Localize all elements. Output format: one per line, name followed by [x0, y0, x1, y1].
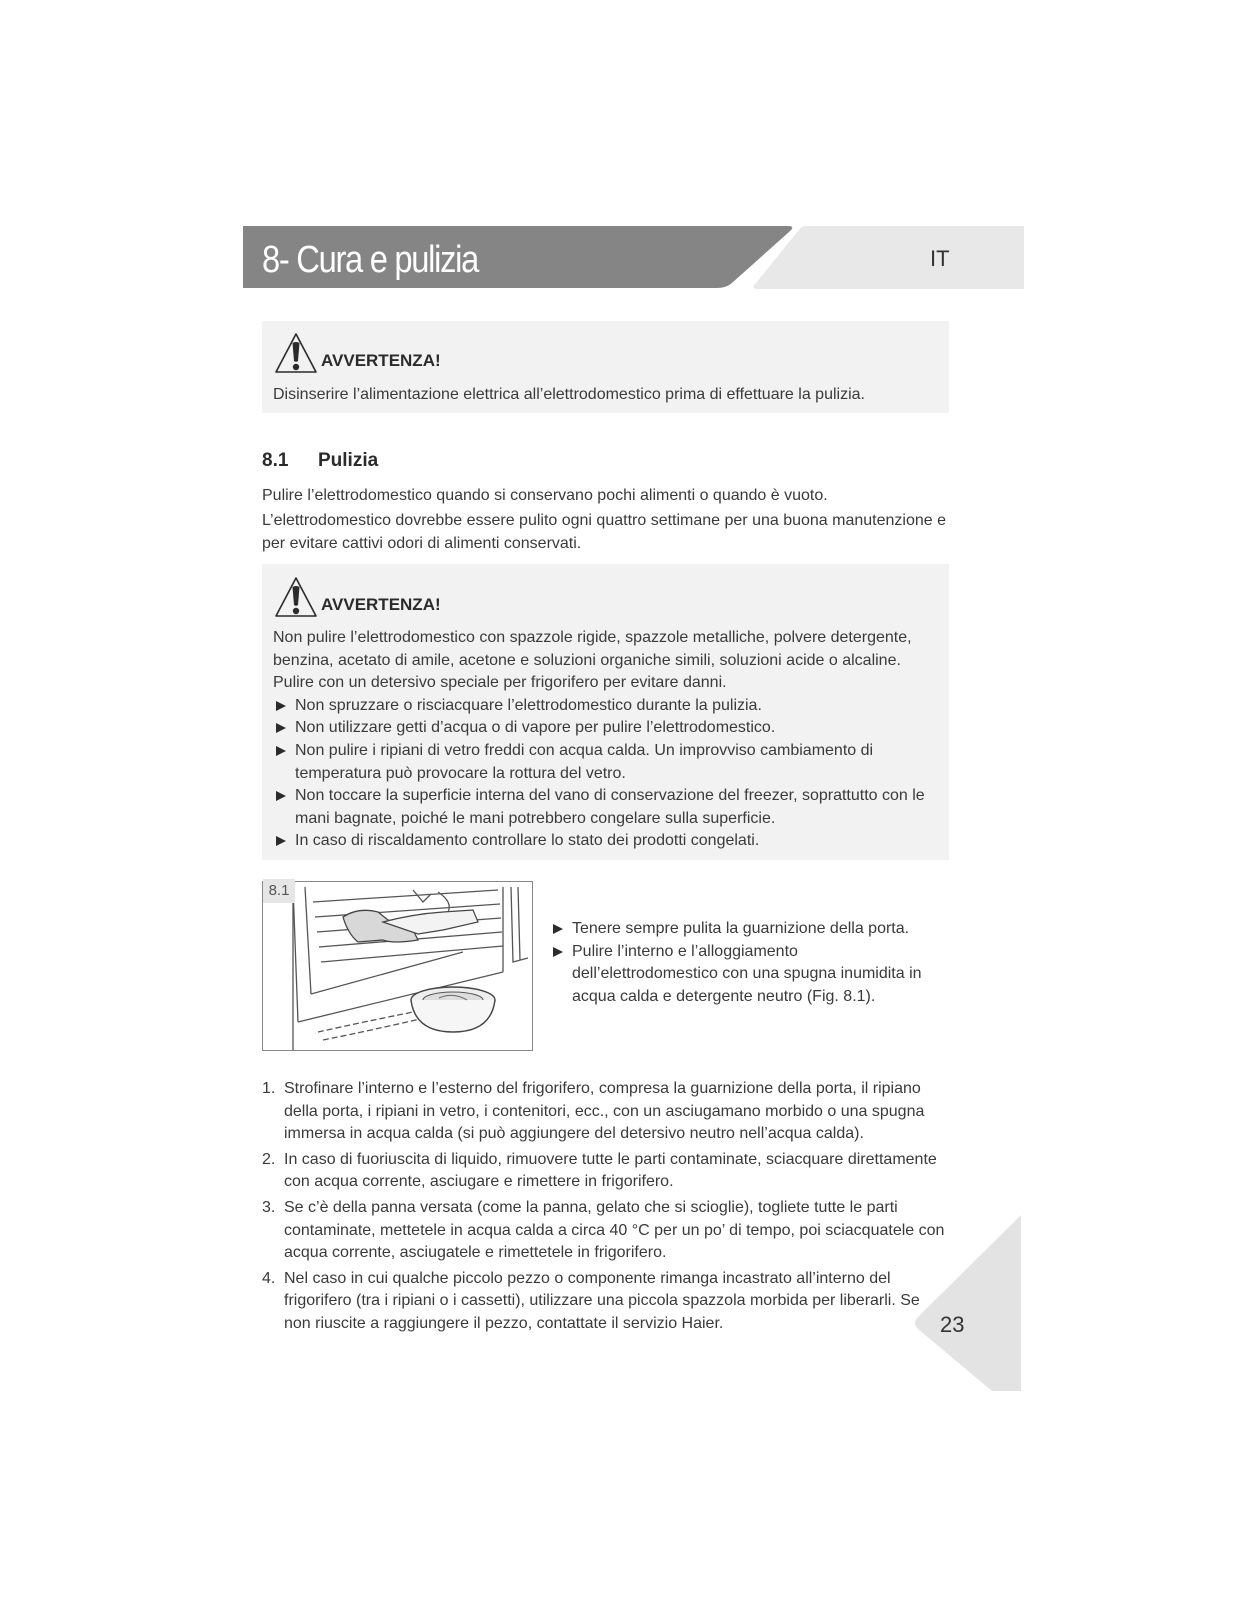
figure-cleaning-illustration: [262, 881, 533, 1051]
list-item: Non spruzzare o risciacquare l’elettrodomestico durante la pulizia.: [273, 695, 939, 718]
section-heading: [262, 450, 378, 472]
figure-side-notes: [550, 918, 950, 1008]
page-number: 23: [940, 1312, 965, 1337]
warning-box-power: [262, 321, 949, 413]
triangle-bullet-icon: [276, 701, 286, 711]
cleaning-steps-list: [262, 1078, 952, 1339]
warning-text: [273, 627, 939, 853]
triangle-bullet-icon: [276, 836, 286, 846]
warning-title: AVVERTENZA!: [321, 351, 441, 370]
figure-label: 8.1: [263, 879, 295, 903]
page-corner-decoration: [912, 1215, 1022, 1391]
list-item: In caso di riscaldamento controllare lo stato dei prodotti congelati.: [273, 830, 939, 853]
section-paragraph-1: Pulire l’elettrodomestico quando si conservano pochi alimenti o quando è vuoto.: [262, 487, 828, 504]
triangle-bullet-icon: [553, 947, 563, 957]
triangle-bullet-icon: [553, 924, 563, 934]
triangle-bullet-icon: [276, 791, 286, 801]
warning-box-cleaning: [262, 564, 949, 860]
triangle-bullet-icon: [276, 723, 286, 733]
warning-text: Disinserire l’alimentazione elettrica all’elettrodomestico prima di effettuare la pulizia.: [273, 386, 865, 403]
list-item: 3. Se c’è della panna versata (come la panna, gelato che si scioglie), togliete tutte le parti contaminate, mettetele in acqua calda a circa 40 °C per un po’ di tempo, poi sciacquatele con acqua corrente, asciugatele e rimettetele in frigorifero.: [262, 1198, 945, 1262]
section-title: Pulizia: [318, 450, 379, 471]
cleaning-sketch-icon: [263, 882, 533, 1051]
list-item: Tenere sempre pulita la guarnizione della porta.: [550, 918, 950, 941]
triangle-bullet-icon: [276, 746, 286, 756]
list-item: Non pulire i ripiani di vetro freddi con acqua calda. Un improvviso cambiamento di temperatura può provocare la rottura del vetro.: [273, 740, 939, 785]
section-number: 8.1: [262, 450, 289, 471]
list-item: Pulire l’interno e l’alloggiamento dell’elettrodomestico con una spugna inumidita in acqua calda e detergente neutro (Fig. 8.1).: [550, 941, 932, 1009]
warning-title: AVVERTENZA!: [321, 595, 441, 614]
warning-triangle-icon: [273, 331, 319, 375]
list-item: 2. In caso di fuoriuscita di liquido, rimuovere tutte le parti contaminate, sciacquare direttamente con acqua corrente, asciugare e rimettere in frigorifero.: [262, 1150, 937, 1191]
list-item: 1. Strofinare l’interno e l’esterno del frigorifero, compresa la guarnizione della porta, il ripiano della porta, i ripiani in vetro, i contenitori, ecc., con un asciugamano morbido o una spugna immersa in acqua calda (si può aggiungere del detersivo neutro nell’acqua calda).: [262, 1080, 925, 1143]
list-item: 4. Nel caso in cui qualche piccolo pezzo o componente rimanga incastrato all’interno del frigorifero (tra i ripiani o i cassetti), utilizzare una piccola spazzola morbida per liberarli. Se non riuscite a raggiungere il pezzo, contattate il servizio Haier.: [262, 1269, 920, 1332]
warning-bullet-list: [273, 695, 939, 853]
warning-triangle-icon: [273, 575, 319, 619]
language-code: IT: [930, 246, 950, 271]
list-item: Non utilizzare getti d’acqua o di vapore per pulire l’elettrodomestico.: [273, 717, 939, 740]
list-item: Non toccare la superficie interna del vano di conservazione del freezer, soprattutto con le mani bagnate, poiché le mani potrebbero congelare sulla superficie.: [273, 785, 939, 830]
figure-bullet-list: [550, 918, 950, 1008]
section-paragraph-2: L’elettrodomestico dovrebbe essere pulito ogni quattro settimane per una buona manutenzione e per evitare cattivi odori di alimenti conservati.: [262, 512, 947, 552]
chapter-title: 8- Cura e pulizia: [262, 239, 479, 281]
language-tab: [750, 226, 1024, 289]
warning-intro: Non pulire l’elettrodomestico con spazzole rigide, spazzole metalliche, polvere detergente, benzina, acetato di amile, acetone e soluzioni organiche simili, soluzioni acide o alcaline. Pulire con un detersivo speciale per frigorifero per evitare danni.: [273, 629, 912, 692]
